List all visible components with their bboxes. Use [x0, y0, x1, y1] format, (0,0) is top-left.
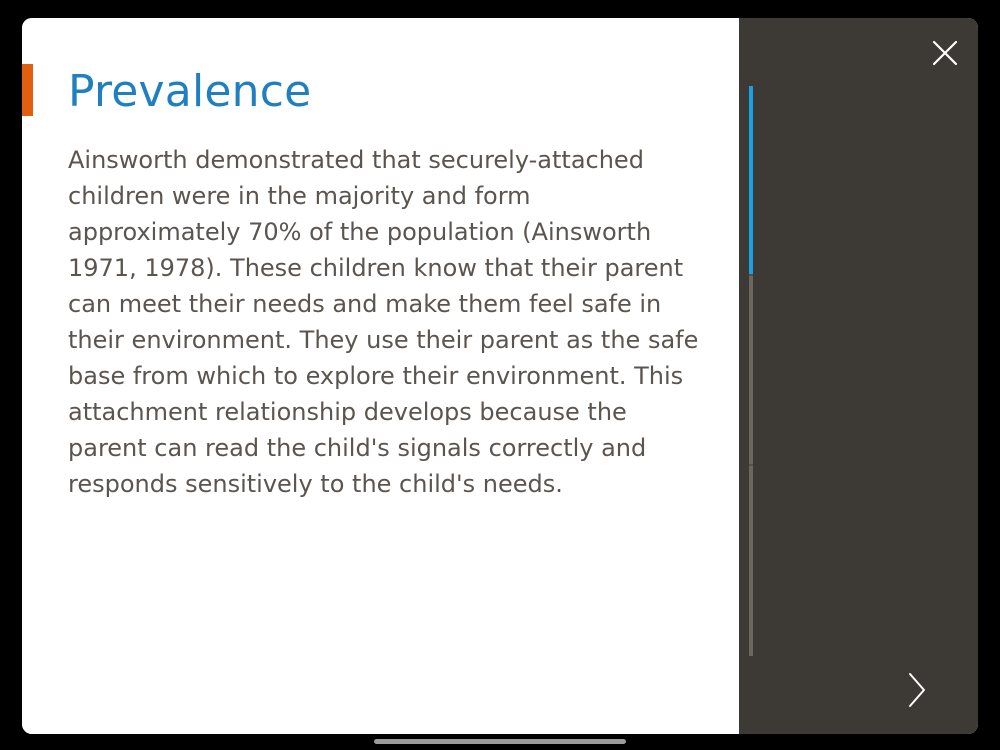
body-text: Ainsworth demonstrated that securely-attached children were in the majority and form approximately 70% of the population (Ainsworth 1971, 1978). These children know that their parent can meet their needs and make them feel safe in their environment. They use their parent as the safe base from which to explore their environment. This attachment relationship develops because the parent can read the child's signals correctly and responds sensitively to the child's needs.	[68, 146, 699, 498]
home-indicator[interactable]	[374, 739, 626, 744]
scroll-segment	[749, 466, 753, 656]
page-title: Prevalence	[68, 66, 312, 117]
chevron-right-icon	[902, 670, 930, 710]
close-icon	[926, 34, 964, 72]
scroll-track[interactable]	[749, 86, 753, 656]
scroll-segment	[749, 276, 753, 464]
close-button[interactable]	[926, 34, 964, 72]
content-panel	[22, 18, 739, 734]
side-panel	[739, 18, 978, 734]
scroll-thumb[interactable]	[749, 86, 753, 274]
content-card	[22, 18, 978, 734]
section-accent-bar	[22, 64, 33, 116]
next-button[interactable]	[902, 670, 930, 710]
